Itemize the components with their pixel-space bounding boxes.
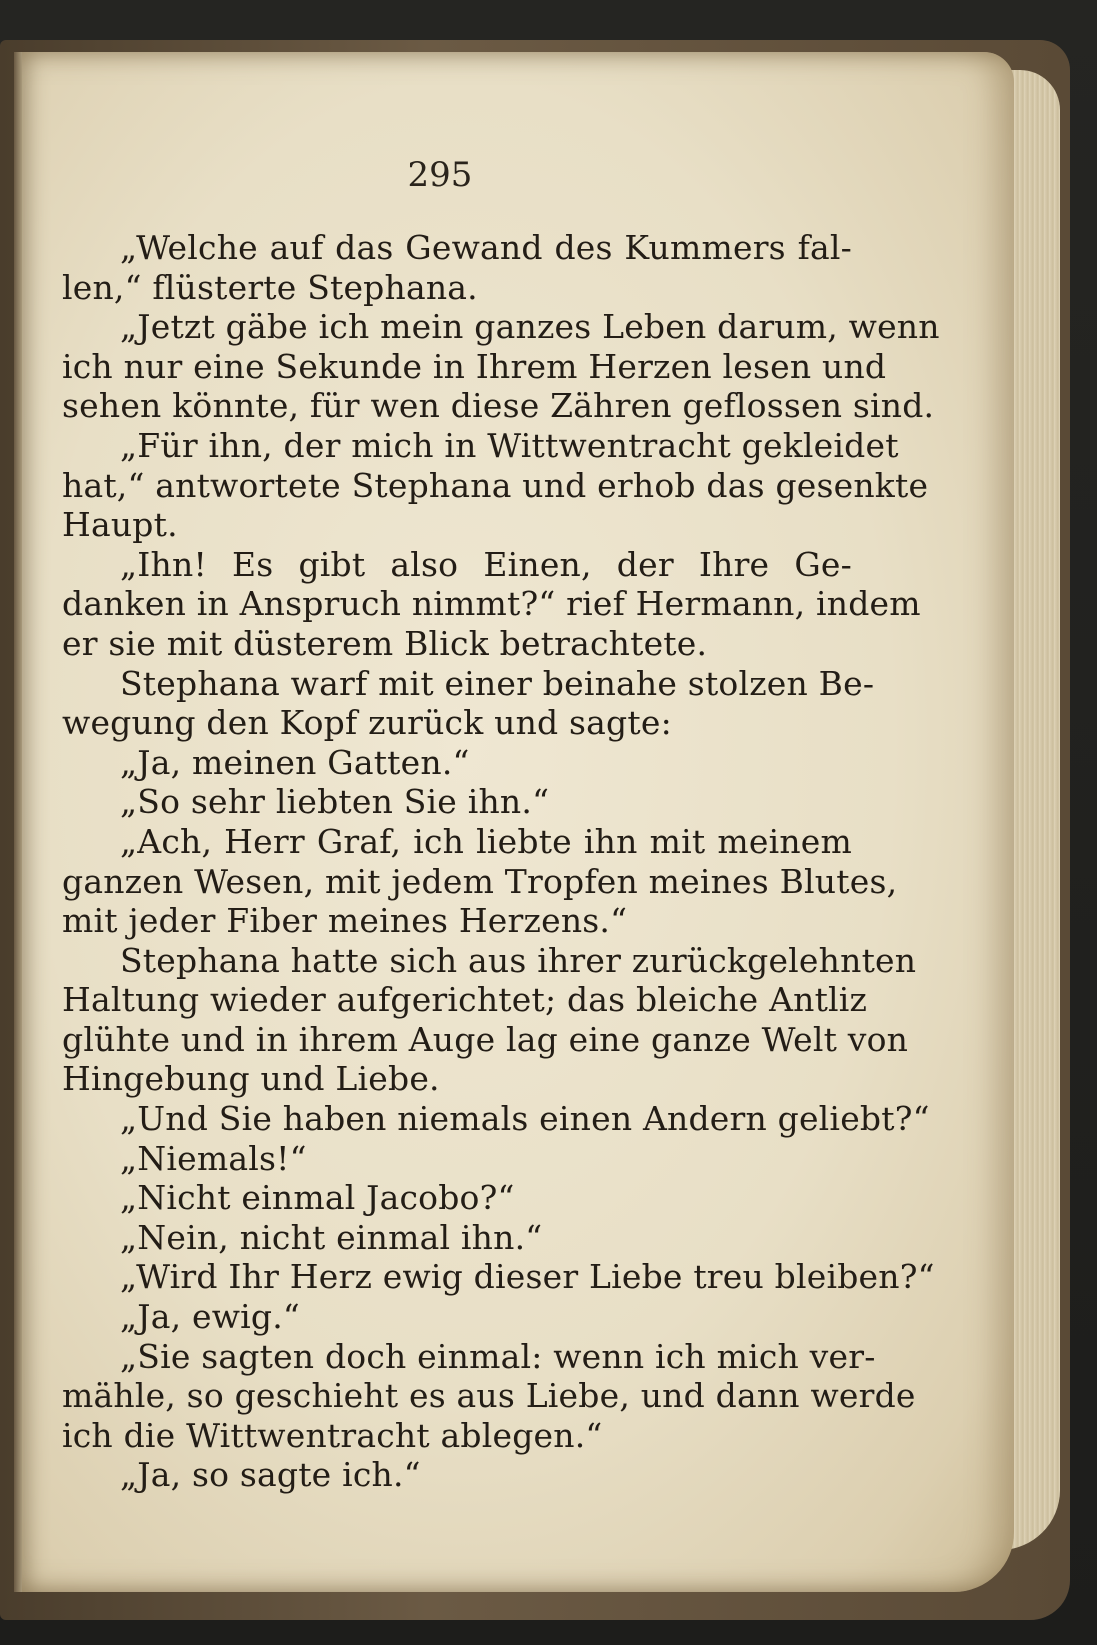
text-line: Hingebung und Liebe. (62, 1059, 440, 1099)
text-line: „Ja, ewig.“ (120, 1297, 300, 1337)
text-line: danken in Anspruch nimmt?“ rief Hermann, indem (62, 584, 921, 624)
text-line: ganzen Wesen, mit jedem Tropfen meines Blutes, (62, 861, 898, 901)
text-line: „Niemals!“ (120, 1138, 307, 1178)
text-line: len,“ flüsterte Stephana. (62, 267, 478, 307)
text-line: wegung den Kopf zurück und sagte: (62, 703, 672, 743)
text-line: „Sie sagten doch einmal: wenn ich mich ver- (120, 1336, 876, 1376)
text-line: Stephana hatte sich aus ihrer zurückgelehnten (120, 940, 917, 980)
text-line: Haltung wieder aufgerichtet; das bleiche Antliz (62, 980, 868, 1020)
text-line: „Ja, so sagte ich.“ (120, 1455, 421, 1495)
text-line: „Ach, Herr Graf, ich liebte ihn mit meinem (120, 821, 852, 861)
text-line: „Wird Ihr Herz ewig dieser Liebe treu bleiben?“ (120, 1257, 935, 1297)
text-line: Stephana warf mit einer beinahe stolzen Be- (120, 663, 875, 703)
text-line: mit jeder Fiber meines Herzens.“ (62, 901, 628, 941)
text-line: „Ja, meinen Gatten.“ (120, 742, 470, 782)
text-line: hat,“ antwortete Stephana und erhob das gesenkte (62, 465, 929, 505)
text-line: „Nicht einmal Jacobo?“ (120, 1178, 515, 1218)
book-spine (14, 52, 22, 1592)
text-line: „Nein, nicht einmal ihn.“ (120, 1217, 543, 1257)
text-line: „Und Sie haben niemals einen Andern geliebt?“ (120, 1099, 930, 1139)
text-line: Haupt. (62, 505, 178, 545)
text-line: er sie mit düsterem Blick betrachtete. (62, 623, 708, 663)
text-line: „Ihn! Es gibt also Einen, der Ihre Ge- (120, 544, 852, 584)
text-line: glühte und in ihrem Auge lag eine ganze Welt von (62, 1019, 909, 1059)
text-line: „Jetzt gäbe ich mein ganzes Leben darum, wenn (120, 307, 940, 347)
text-line: „So sehr liebten Sie ihn.“ (120, 782, 550, 822)
text-line: „Welche auf das Gewand des Kummers fal- (120, 228, 852, 267)
text-line: ich die Wittwentracht ablegen.“ (62, 1415, 603, 1455)
text-line: ich nur eine Sekunde in Ihrem Herzen lesen und (62, 346, 887, 386)
text-line: mähle, so geschieht es aus Liebe, und dann werde (62, 1376, 916, 1416)
text-line: „Für ihn, der mich in Wittwentracht gekleidet (120, 425, 899, 465)
page-number: 295 (407, 155, 473, 195)
page-text (62, 228, 940, 1495)
text-line: sehen könnte, für wen diese Zähren geflossen sind. (62, 386, 935, 426)
